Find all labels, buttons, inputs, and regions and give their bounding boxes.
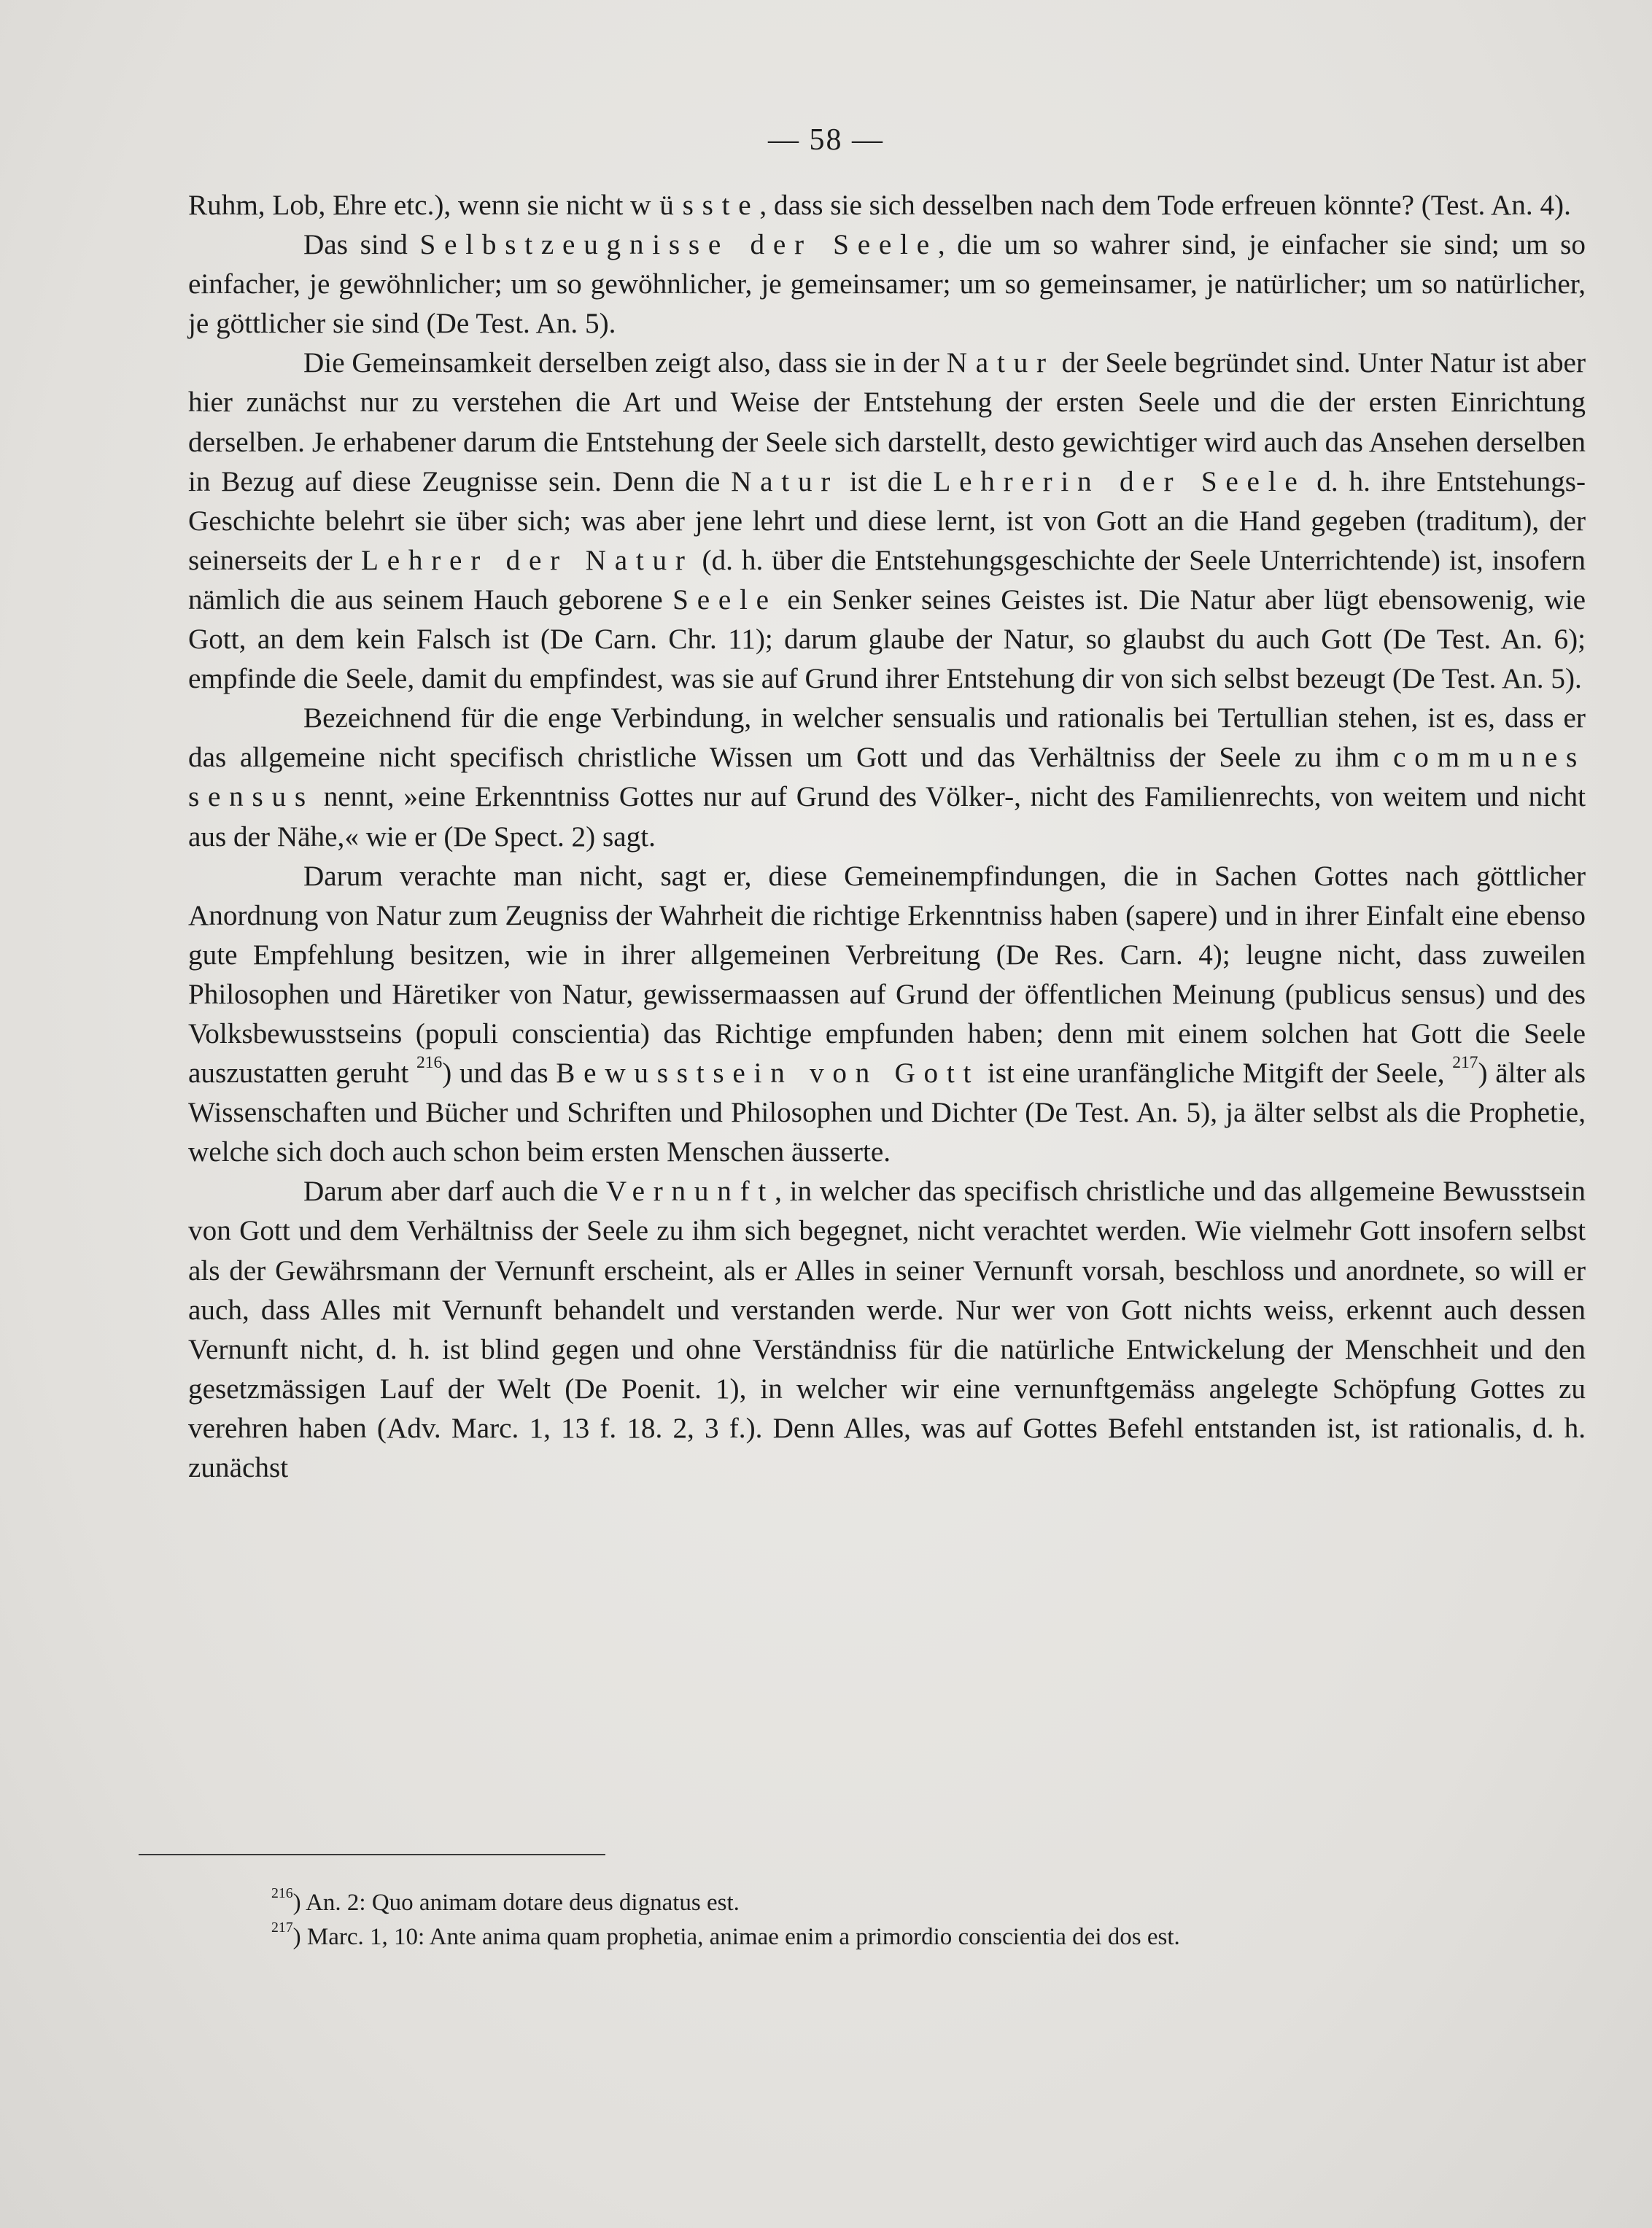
footnote — [271, 1920, 1570, 1955]
footnote-text: ) An. 2: Quo animam dotare deus dignatus est. — [292, 1890, 740, 1916]
text-run: Darum verachte man nicht, sagt er, diese Gemeinempfindungen, die in Sachen Gottes nach göttlicher Anordnung von Natur zum Zeugniss der Wahrheit die richtige Erkenntniss haben (sapere) und in ihrer Einfalt eine ebenso gute Empfehlung besitzen, wie in ihrer allgemeinen Verbreitung (De Res. Carn. 4); leugne nicht, dass zuweilen Philosophen und Häretiker von Natur, gewissermaassen auf Grund der öffentlichen Meinung (publicus sensus) und des Volksbewusstseins (populi conscientia) das Richtige empfunden haben; denn mit einem solchen hat Gott die Seele auszustatten geruht — [188, 860, 1586, 1090]
emphasized-text: Vernunft — [605, 1176, 775, 1208]
text-run: ein Senker seines Geistes ist. Die Natur aber lügt ebensowenig, wie Gott, an dem kein Falsch ist (De Carn. Chr. 11); darum glaube der Natur, so glaubst du auch Gott (De Test. An. 6); empfinde die Seele, damit du empfindest, was sie auf Grund ihrer Entstehung dir von sich selbst bezeugt (De Test. An. 5). — [188, 583, 1586, 695]
body-text — [188, 186, 1586, 1488]
text-run: ist eine uranfängliche Mitgift der Seele, — [980, 1057, 1453, 1090]
emphasized-text: Bewusstsein von Gott — [556, 1057, 980, 1090]
footnote-reference: 217 — [1452, 1053, 1478, 1073]
footnote-mark: 216 — [271, 1885, 293, 1902]
emphasized-text: communes sensus — [188, 742, 1586, 813]
emphasized-text: Lehrer der Natur — [361, 544, 694, 576]
text-run: , die um so wahrer sind, je einfacher sie sind; um so einfacher, je gewöhnlicher; um so gewöhnlicher, je gemeinsamer; um so gemeinsamer, je natürlicher; um so natürlicher, je göttlicher sie sind (De Test. An. 5). — [188, 229, 1586, 340]
text-run: Ruhm, Lob, Ehre etc.), wenn sie nicht — [188, 190, 631, 221]
text-run: , dass sie sich desselben nach dem Tode erfreuen könnte? (Test. An. 4). — [759, 190, 1571, 221]
footnotes — [271, 1886, 1570, 1955]
emphasized-text: Natur — [731, 465, 839, 497]
text-run: nennt, »eine Erkenntniss Gottes nur auf Grund des Völker-, nicht des Familienrechts, von weitem und nicht aus der Nähe,« wie er (De Spect. 2) sagt. — [188, 781, 1586, 853]
text-run: Die Gemeinsamkeit derselben zeigt also, dass sie in der — [303, 347, 947, 379]
paragraph — [188, 343, 1586, 699]
paragraph — [188, 699, 1586, 856]
emphasized-text: Natur — [946, 347, 1055, 379]
paragraph — [188, 1172, 1586, 1488]
emphasized-text: wüsste — [630, 190, 760, 221]
text-run: Darum aber darf auch die — [303, 1176, 606, 1208]
text-run: Das sind — [303, 229, 420, 261]
emphasized-text: Seele — [672, 583, 777, 616]
text-run: (d. h. über die Entstehungsgeschichte der Seele Unterrichtende) ist, insofern nämlich die aus seinem Hauch geborene — [188, 544, 1586, 616]
emphasized-text: Selbstzeugnisse der Seele — [419, 229, 938, 261]
text-run: Bezeichnend für die enge Verbindung, in welcher sensualis und rationalis bei Tertullian stehen, ist es, dass er das allgemeine nicht specifisch christliche Wissen um Gott und das Verhältniss der Seele zu ihm — [188, 702, 1586, 774]
footnote-divider — [139, 1854, 605, 1855]
text-run: ) und das — [442, 1057, 557, 1090]
page-number: — 58 — — [768, 123, 884, 157]
paragraph — [188, 186, 1586, 225]
footnote-text: ) Marc. 1, 10: Ante anima quam prophetia, animae enim a primordio conscientia dei dos est. — [292, 1924, 1180, 1950]
text-run: , in welcher das specifisch christliche und das allgemeine Bewusstsein von Gott und dem Verhältniss der Seele zu ihm sich begegnet, nicht verachtet werden. Wie vielmehr Gott insofern selbst als der Gewährsmann der Vernunft erscheint, als er Alles in seiner Vernunft vorsah, beschloss und anordnete, so will er auch, dass Alles mit Vernunft behandelt und verstanden werde. Nur wer von Gott nichts weiss, erkennt auch dessen Vernunft nicht, d. h. ist blind gegen und ohne Verständniss für die natürliche Entwickelung der Menschheit und den gesetzmässigen Lauf der Welt (De Poenit. 1), in welcher wir eine vernunftgemäss angelegte Schöpfung Gottes zu verehren haben (Adv. Marc. 1, 13 f. 18. 2, 3 f.). Denn Alles, was auf Gottes Befehl entstanden ist, ist rationalis, d. h. zunächst — [188, 1176, 1586, 1483]
paragraph — [188, 225, 1586, 343]
text-run: ist die — [839, 465, 934, 497]
footnote-mark: 217 — [271, 1920, 293, 1936]
footnote-reference: 216 — [416, 1053, 443, 1073]
paragraph — [188, 857, 1586, 1173]
emphasized-text: Lehrerin der Seele — [933, 465, 1306, 497]
text-run: der Seele begründet sind. Unter Natur ist aber hier zunächst nur zu verstehen die Art und Weise der Entstehung der ersten Seele und die der ersten Einrichtung derselben. Je erhabener darum die Entstehung der Seele sich darstellt, desto gewichtiger wird auch das Ansehen derselben in Bezug auf diese Zeugnisse sein. Denn die — [188, 347, 1586, 497]
text-run: ) älter als Wissenschaften und Bücher und Schriften und Philosophen und Dichter (De Test. An. 5), ja älter selbst als die Prophetie, welche sich doch auch schon beim ersten Menschen äusserte. — [188, 1057, 1586, 1168]
footnote — [271, 1886, 1570, 1920]
text-run: d. h. ihre Entstehungs-Geschichte belehrt sie über sich; was aber jene lehrt und diese lernt, ist von Gott an die Hand gegeben (traditum), der seinerseits der — [188, 465, 1586, 576]
